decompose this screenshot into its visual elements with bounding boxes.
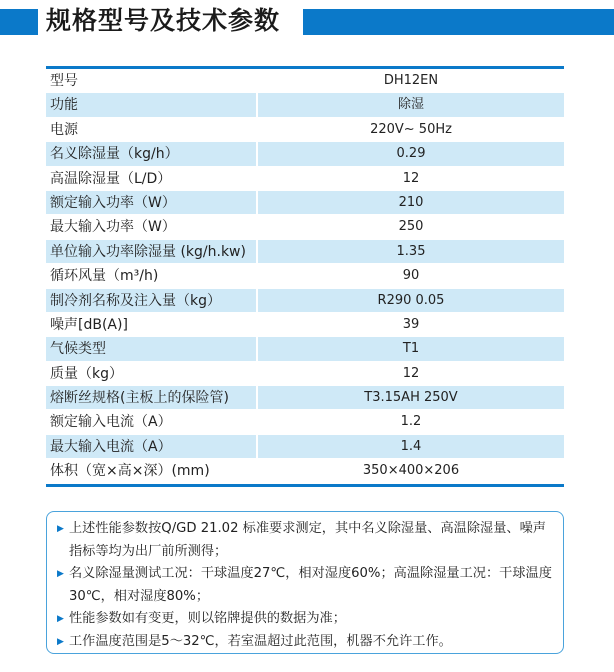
row-label: 功能 xyxy=(46,93,258,116)
row-label: 名义除湿量（kg/h） xyxy=(46,142,258,165)
table-row xyxy=(46,435,564,459)
header-accent-bar-left xyxy=(0,9,38,35)
page-title: 规格型号及技术参数 xyxy=(46,6,281,35)
row-label: 噪声[dB(A)] xyxy=(46,313,258,336)
table-row xyxy=(46,313,564,337)
row-value: 90 xyxy=(402,268,420,284)
list-item xyxy=(57,631,555,654)
row-value: 210 xyxy=(398,194,424,210)
spec-table xyxy=(46,66,564,487)
row-value: T3.15AH 250V xyxy=(364,390,458,406)
row-value: 350×400×206 xyxy=(362,463,460,479)
note-text: 名义除湿量测试工况：干球温度27℃，相对湿度60%；高温除湿量工况：干球温度30℃，相对湿度80%； xyxy=(69,566,552,604)
row-value: 1.4 xyxy=(400,438,422,454)
row-label: 制冷剂名称及注入量（kg） xyxy=(46,289,258,312)
table-row xyxy=(46,264,564,288)
row-value: 1.2 xyxy=(400,414,422,430)
triangle-bullet-icon: ▶ xyxy=(57,569,64,579)
table-row xyxy=(46,142,564,166)
row-label: 熔断丝规格(主板上的保险管) xyxy=(46,386,258,409)
list-item xyxy=(57,518,555,563)
triangle-bullet-icon: ▶ xyxy=(57,524,64,534)
table-row xyxy=(46,69,564,93)
header-accent-bar-right xyxy=(303,9,614,35)
row-label: 循环风量（m³/h) xyxy=(46,264,258,287)
row-value: 除湿 xyxy=(397,97,424,113)
row-value: 220V~ 50Hz xyxy=(370,121,452,137)
section-header xyxy=(0,0,614,44)
table-row xyxy=(46,118,564,142)
row-label: 额定输入电流（A） xyxy=(46,410,258,433)
table-row xyxy=(46,410,564,434)
list-item xyxy=(57,563,555,608)
table-row xyxy=(46,191,564,215)
table-row xyxy=(46,289,564,313)
triangle-bullet-icon: ▶ xyxy=(57,614,64,624)
row-label: 最大输入电流（A） xyxy=(46,435,258,458)
row-label: 单位输入功率除湿量 (kg/h.kw) xyxy=(46,240,258,263)
row-label: 型号 xyxy=(46,69,258,92)
row-value: DH12EN xyxy=(383,73,439,88)
row-label: 额定输入功率（W） xyxy=(46,191,258,214)
row-label: 质量（kg） xyxy=(46,362,258,385)
table-row xyxy=(46,459,564,483)
triangle-bullet-icon: ▶ xyxy=(57,636,64,647)
row-value: 12 xyxy=(402,365,420,381)
notes-box xyxy=(46,511,564,654)
row-label: 体积（宽×高×深）(mm) xyxy=(46,459,258,483)
row-value: 12 xyxy=(402,170,420,186)
table-row xyxy=(46,93,564,117)
row-label: 最大输入功率（W） xyxy=(46,215,258,238)
note-text: 工作温度范围是5～32℃，若室温超过此范围，机器不允许工作。 xyxy=(69,633,452,649)
list-item xyxy=(57,608,555,631)
row-value: T1 xyxy=(402,341,420,357)
table-row xyxy=(46,362,564,386)
row-label: 气候类型 xyxy=(46,337,258,360)
row-value: 250 xyxy=(398,219,424,235)
row-label: 电源 xyxy=(46,118,258,141)
note-text: 上述性能参数按Q/GD 21.02 标准要求测定，其中名义除湿量、高温除湿量、噪声指标等均为出厂前所测得； xyxy=(69,521,546,559)
table-row xyxy=(46,215,564,239)
row-value: R290 0.05 xyxy=(377,292,445,308)
row-label: 高温除湿量（L/D） xyxy=(46,167,258,190)
row-value: 1.35 xyxy=(396,243,426,259)
table-row xyxy=(46,386,564,410)
row-value: 0.29 xyxy=(396,146,426,162)
table-row xyxy=(46,337,564,361)
note-text: 性能参数如有变更，则以铭牌提供的数据为准； xyxy=(69,611,346,626)
table-row xyxy=(46,167,564,191)
table-row xyxy=(46,240,564,264)
row-value: 39 xyxy=(402,316,420,332)
